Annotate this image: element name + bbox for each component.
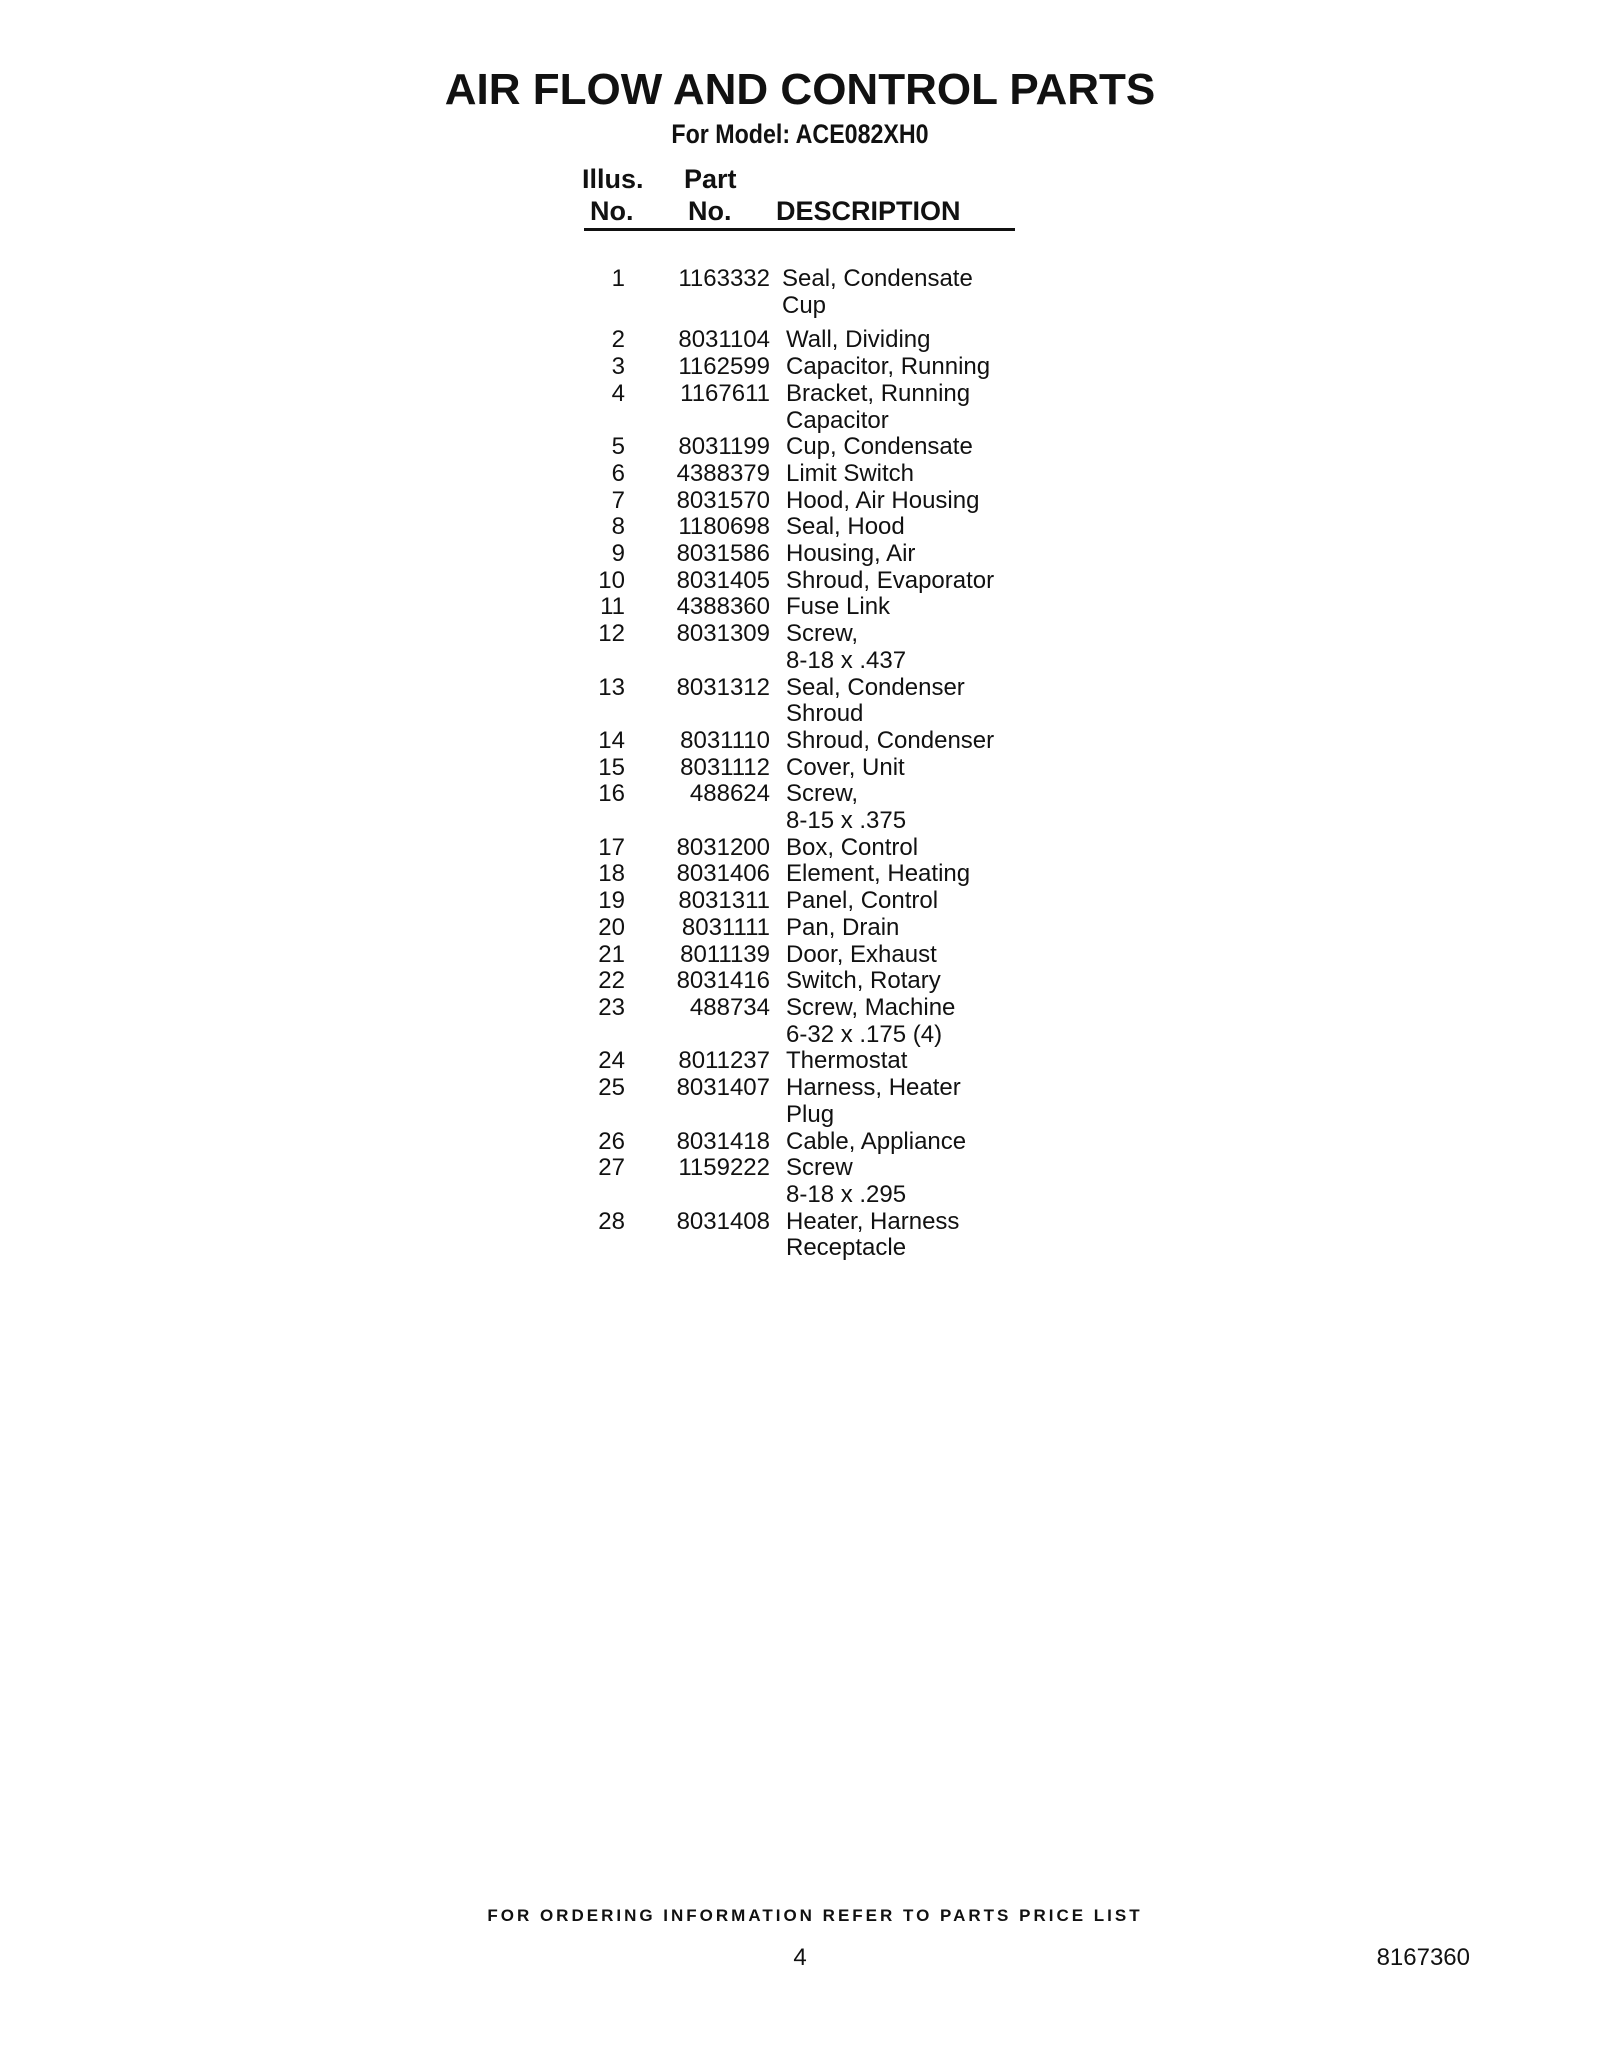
part-description: Panel, Control <box>786 887 939 915</box>
illus-header-line1: Illus. <box>582 164 644 194</box>
illus-number: 26 <box>598 1127 625 1155</box>
table-row <box>0 434 1600 461</box>
part-description: Hood, Air Housing <box>786 486 980 514</box>
illus-number: 7 <box>611 486 625 514</box>
part-number: 4388379 <box>676 459 770 487</box>
table-row <box>0 728 1600 755</box>
part-number: 8031408 <box>676 1207 770 1235</box>
part-description: Shroud, Condenser <box>786 726 995 754</box>
table-row <box>0 1209 1600 1262</box>
illus-number: 9 <box>611 540 625 568</box>
table-row <box>0 835 1600 862</box>
part-number: 8031112 <box>680 753 770 781</box>
part-description: Seal, Condenser Shroud <box>786 673 965 728</box>
table-row <box>0 675 1600 728</box>
part-description: Door, Exhaust <box>786 940 937 968</box>
illus-number: 28 <box>598 1207 625 1235</box>
illus-number: 15 <box>598 753 625 781</box>
illus-number: 25 <box>598 1074 625 1102</box>
parts-list <box>0 266 1600 1262</box>
part-description: Cover, Unit <box>786 753 905 781</box>
table-row <box>0 968 1600 995</box>
part-description: Switch, Rotary <box>786 967 941 995</box>
table-row <box>0 1075 1600 1128</box>
part-description: Screw 8-18 x .295 <box>786 1154 907 1208</box>
table-row <box>0 781 1600 834</box>
table-row <box>0 755 1600 782</box>
part-description: Seal, Condensate Cup <box>782 265 973 319</box>
table-row <box>0 942 1600 969</box>
part-number: 8031200 <box>676 833 770 861</box>
table-row <box>0 1155 1600 1208</box>
part-description: Screw, 8-15 x .375 <box>786 780 907 835</box>
page-number: 4 <box>793 1944 807 1971</box>
part-description: Harness, Heater Plug <box>786 1074 961 1128</box>
table-row <box>0 888 1600 915</box>
table-row <box>0 514 1600 541</box>
illus-number: 18 <box>598 860 625 888</box>
illus-number: 1 <box>611 265 625 292</box>
part-number: 8031406 <box>676 860 770 888</box>
part-number: 8031418 <box>676 1127 770 1155</box>
ordering-note: FOR ORDERING INFORMATION REFER TO PARTS PRICE LIST <box>487 1906 1143 1925</box>
table-row <box>0 915 1600 942</box>
illus-number: 17 <box>598 833 625 861</box>
table-row <box>0 1129 1600 1156</box>
part-number: 8031570 <box>676 486 770 514</box>
part-number: 8031586 <box>676 540 770 568</box>
part-description: Box, Control <box>786 833 919 861</box>
part-number: 4388360 <box>676 593 770 621</box>
part-number: 1163332 <box>678 265 770 292</box>
part-description: Housing, Air <box>786 540 916 568</box>
part-description: Wall, Dividing <box>786 326 931 354</box>
part-number: 8031104 <box>678 326 770 354</box>
illus-number: 16 <box>598 780 625 808</box>
part-number: 8031405 <box>676 566 770 594</box>
illus-number: 10 <box>598 566 625 594</box>
part-number: 488734 <box>689 993 770 1021</box>
part-number: 1167611 <box>680 379 770 407</box>
table-row <box>0 1048 1600 1075</box>
illus-number: 24 <box>598 1047 625 1075</box>
page-title: AIR FLOW AND CONTROL PARTS <box>444 65 1156 114</box>
table-row <box>0 594 1600 621</box>
table-row <box>0 621 1600 674</box>
part-description: Thermostat <box>786 1047 908 1075</box>
part-number: 8031416 <box>676 967 770 995</box>
illus-number: 6 <box>611 459 625 487</box>
part-number: 8031111 <box>681 913 770 941</box>
part-number: 1180698 <box>678 513 770 541</box>
table-row <box>0 266 1600 319</box>
illus-number: 20 <box>598 913 625 941</box>
table-row <box>0 568 1600 595</box>
illus-number: 3 <box>611 353 625 381</box>
model-subtitle: For Model: ACE082XH0 <box>671 119 929 149</box>
table-row <box>0 327 1600 354</box>
part-number: 8011139 <box>680 940 770 968</box>
table-row <box>0 995 1600 1048</box>
part-description: Cup, Condensate <box>786 433 973 461</box>
part-description: Pan, Drain <box>786 913 900 941</box>
part-number: 8031312 <box>676 673 770 701</box>
illus-number: 12 <box>598 620 625 648</box>
part-description: Fuse Link <box>786 593 891 621</box>
part-description: Cable, Appliance <box>786 1127 967 1155</box>
part-number: 8031309 <box>676 620 770 648</box>
part-description: Bracket, Running Capacitor <box>786 379 971 434</box>
header-divider <box>584 228 1015 231</box>
illus-number: 4 <box>611 379 625 407</box>
table-row <box>0 381 1600 434</box>
part-number: 8031407 <box>676 1074 770 1102</box>
part-description: Screw, Machine 6-32 x .175 (4) <box>786 993 956 1048</box>
illus-number: 22 <box>598 967 625 995</box>
illus-number: 27 <box>598 1154 625 1182</box>
part-number: 8031110 <box>680 726 770 754</box>
illus-number: 21 <box>598 940 625 968</box>
document-number: 8167360 <box>1376 1944 1470 1971</box>
part-header-line2: No. <box>688 196 732 226</box>
part-description: Shroud, Evaporator <box>786 566 995 594</box>
part-header-line1: Part <box>684 164 737 194</box>
part-number: 8031311 <box>678 887 770 915</box>
illus-number: 23 <box>598 993 625 1021</box>
part-description: Capacitor, Running <box>786 353 991 381</box>
table-row <box>0 461 1600 488</box>
table-row <box>0 861 1600 888</box>
description-header: DESCRIPTION <box>776 196 961 226</box>
part-number: 8011237 <box>678 1047 770 1075</box>
part-number: 488624 <box>689 780 770 808</box>
illus-header-line2: No. <box>590 196 634 226</box>
part-description: Limit Switch <box>786 459 915 487</box>
part-number: 1162599 <box>678 353 770 381</box>
part-number: 1159222 <box>678 1154 770 1182</box>
part-description: Screw, 8-18 x .437 <box>786 620 907 674</box>
illus-number: 19 <box>598 887 625 915</box>
part-description: Seal, Hood <box>786 513 905 541</box>
part-description: Heater, Harness Receptacle <box>786 1207 960 1262</box>
illus-number: 11 <box>600 593 625 621</box>
illus-number: 13 <box>598 673 625 701</box>
table-row <box>0 541 1600 568</box>
table-row <box>0 354 1600 381</box>
part-description: Element, Heating <box>786 860 971 888</box>
table-row <box>0 488 1600 515</box>
illus-number: 8 <box>611 513 625 541</box>
part-number: 8031199 <box>678 433 770 461</box>
illus-number: 5 <box>611 433 625 461</box>
illus-number: 2 <box>611 326 625 354</box>
illus-number: 14 <box>598 726 625 754</box>
